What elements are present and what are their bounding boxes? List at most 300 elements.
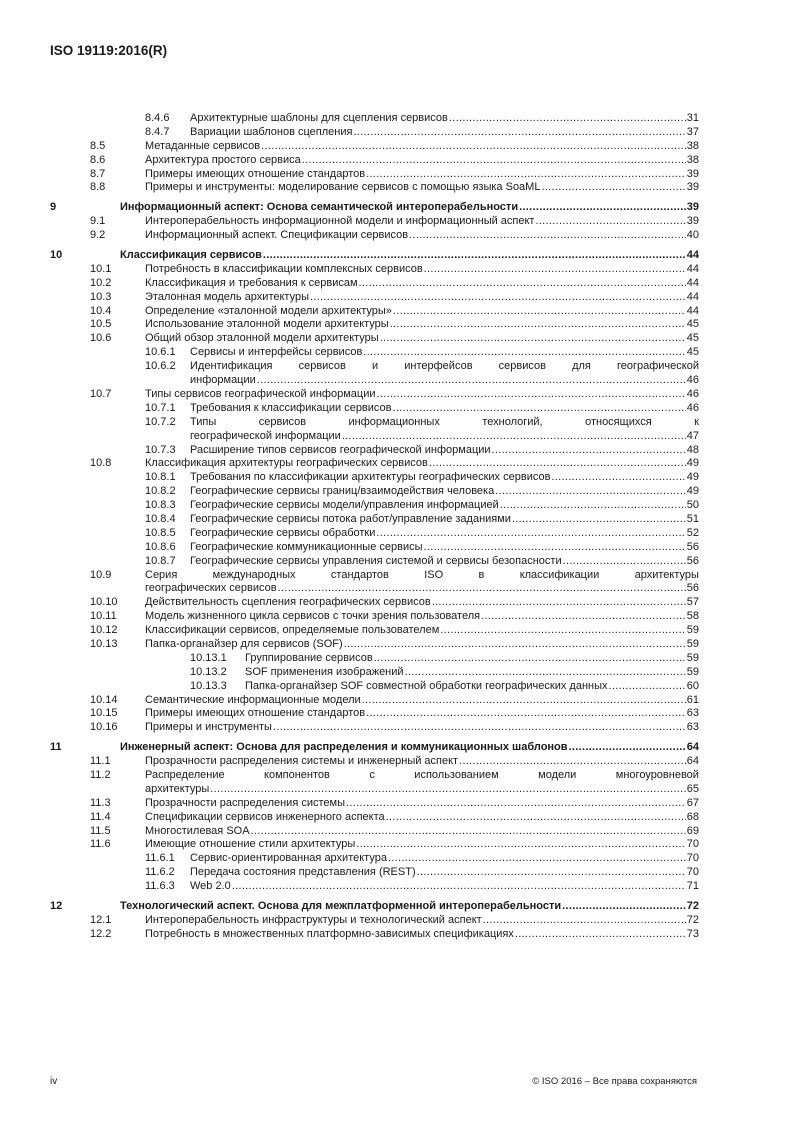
toc-entry-title: Эталонная модель архитектуры bbox=[145, 290, 309, 303]
toc-entry-number: 9.1 bbox=[90, 215, 106, 228]
toc-entry-number: 11.3 bbox=[90, 796, 111, 809]
toc-entry-body bbox=[190, 346, 699, 360]
dot-leader bbox=[512, 513, 686, 527]
toc-entry-title: Требования к классификации сервисов bbox=[190, 401, 392, 414]
toc-entry-body bbox=[145, 928, 699, 942]
toc-entry-title: Примеры имеющих отношение стандартов bbox=[145, 167, 366, 180]
toc-entry-body bbox=[190, 112, 699, 126]
toc-entry-body bbox=[190, 126, 699, 140]
dot-leader bbox=[210, 783, 685, 797]
toc-entry-number: 10.8.2 bbox=[145, 485, 176, 498]
dot-leader bbox=[386, 811, 686, 825]
toc-entry-title: Технологический аспект. Основа для межплатформенной интероперабельности bbox=[120, 900, 562, 913]
toc-entry-number: 10.8.5 bbox=[145, 526, 176, 539]
toc-entry-number: 11.6.1 bbox=[145, 852, 175, 865]
dot-leader bbox=[353, 126, 685, 140]
toc-entry-title: Передача состояния представления (REST) bbox=[190, 866, 416, 879]
dot-leader bbox=[310, 291, 686, 305]
toc-entry-title-word: информационных bbox=[348, 415, 440, 428]
toc-entry-title: Информационный аспект: Основа семантической интероперабельности bbox=[120, 201, 519, 214]
toc-entry-title-word: технологий, bbox=[482, 415, 543, 428]
toc-entry-number: 10.8.4 bbox=[145, 512, 176, 525]
toc-entry-title-line2: географических сервисов bbox=[145, 582, 277, 595]
toc-entry-number: 9 bbox=[50, 201, 57, 214]
toc-entry-page: 39 bbox=[686, 181, 699, 194]
toc-entry-body bbox=[145, 838, 699, 852]
toc-entry-page: 64 bbox=[686, 755, 699, 768]
toc-entry[interactable] bbox=[50, 928, 699, 942]
toc-entry-body bbox=[145, 229, 699, 243]
toc-entry[interactable] bbox=[50, 229, 699, 243]
toc-entry[interactable] bbox=[50, 652, 699, 666]
toc-entry[interactable] bbox=[50, 769, 699, 797]
dot-leader bbox=[519, 201, 686, 215]
toc-entry-body bbox=[190, 360, 699, 388]
copyright-notice: © ISO 2016 – Все права сохраняются bbox=[532, 1076, 697, 1087]
toc-entry-title: Папка-органайзер SOF совместной обработки географических данных bbox=[245, 679, 608, 692]
toc-entry-title: Примеры и инструменты bbox=[145, 721, 272, 734]
toc-entry[interactable] bbox=[50, 318, 699, 332]
toc-entry[interactable] bbox=[50, 291, 699, 305]
toc-entry-title: Географические сервисы потока работ/управление заданиями bbox=[190, 512, 511, 525]
toc-entry-title-word: модели bbox=[538, 769, 577, 782]
toc-entry[interactable] bbox=[50, 181, 699, 195]
toc-entry-number: 10.6.2 bbox=[145, 360, 176, 373]
toc-entry-title-word: компонентов bbox=[264, 769, 330, 782]
dot-leader bbox=[366, 707, 686, 721]
toc-entry-title: Примеры имеющих отношение стандартов bbox=[145, 707, 366, 720]
toc-entry-number: 8.8 bbox=[90, 181, 106, 194]
toc-entry-page: 57 bbox=[686, 596, 699, 609]
dot-leader bbox=[429, 457, 686, 471]
dot-leader bbox=[424, 263, 686, 277]
dot-leader bbox=[535, 215, 685, 229]
dot-leader bbox=[388, 852, 686, 866]
dot-leader bbox=[278, 582, 686, 596]
toc-entry-page: 48 bbox=[686, 443, 699, 456]
toc-entry-page: 59 bbox=[686, 624, 699, 637]
dot-leader bbox=[569, 741, 686, 755]
toc-entry-body bbox=[190, 444, 699, 458]
toc-entry-title: Сервис-ориентированная архитектура bbox=[190, 852, 387, 865]
toc-entry-page: 44 bbox=[686, 290, 699, 303]
toc-entry-page: 46 bbox=[686, 374, 699, 387]
document-id-header: ISO 19119:2016(R) bbox=[50, 43, 168, 58]
toc-entry-title: Группирование сервисов bbox=[245, 651, 373, 664]
toc-entry-number: 10.3 bbox=[90, 290, 112, 303]
toc-entry[interactable] bbox=[50, 332, 699, 346]
dot-leader bbox=[495, 485, 686, 499]
toc-entry-title: Интероперабельность информационной модели и информационный аспект bbox=[145, 215, 535, 228]
table-of-contents bbox=[50, 112, 699, 942]
toc-entry-title: Прозрачности распределения системы bbox=[145, 796, 345, 809]
toc-entry-title: Общий обзор эталонной модели архитектуры bbox=[145, 332, 379, 345]
toc-entry-body bbox=[145, 291, 699, 305]
dot-leader bbox=[263, 249, 686, 263]
toc-entry-body bbox=[120, 900, 699, 914]
toc-entry-page: 61 bbox=[686, 693, 699, 706]
dot-leader bbox=[541, 181, 685, 195]
toc-entry-body bbox=[145, 277, 699, 291]
toc-entry[interactable] bbox=[50, 721, 699, 735]
toc-entry-number: 10.11 bbox=[90, 610, 117, 623]
toc-entry[interactable] bbox=[50, 610, 699, 624]
toc-entry-body bbox=[190, 880, 699, 894]
dot-leader bbox=[374, 652, 686, 666]
toc-entry[interactable] bbox=[50, 527, 699, 541]
toc-entry-page: 46 bbox=[686, 387, 699, 400]
toc-entry[interactable] bbox=[50, 741, 699, 755]
toc-entry-title-word: Типы bbox=[190, 415, 217, 428]
toc-entry-title-word: географической bbox=[616, 360, 699, 373]
toc-entry-title-line1 bbox=[145, 569, 699, 583]
toc-entry-title: Вариации шаблонов сцепления bbox=[190, 125, 353, 138]
toc-entry[interactable] bbox=[50, 168, 699, 182]
toc-entry-page: 49 bbox=[686, 485, 699, 498]
toc-entry[interactable] bbox=[50, 880, 699, 894]
toc-entry-body bbox=[190, 541, 699, 555]
toc-entry-body bbox=[145, 168, 699, 182]
toc-entry-number: 10.7.1 bbox=[145, 401, 176, 414]
toc-entry-number: 11.6 bbox=[90, 838, 111, 851]
toc-entry-body bbox=[145, 569, 699, 597]
toc-entry-page: 71 bbox=[686, 880, 699, 893]
page-number: iv bbox=[50, 1076, 58, 1087]
toc-entry-number: 10.8.6 bbox=[145, 540, 176, 553]
toc-entry-number: 8.5 bbox=[90, 139, 106, 152]
toc-entry-number: 10.8.7 bbox=[145, 554, 176, 567]
toc-entry-page: 44 bbox=[686, 249, 699, 262]
dot-leader bbox=[393, 402, 686, 416]
toc-entry-title: Географические сервисы границ/взаимодействия человека bbox=[190, 485, 495, 498]
toc-entry-title: Архитектурные шаблоны для сцепления сервисов bbox=[190, 112, 448, 124]
toc-entry-title-line2: географической информации bbox=[190, 429, 341, 442]
toc-entry-title-word: и bbox=[372, 360, 379, 373]
toc-entry-page: 51 bbox=[686, 512, 699, 525]
dot-leader bbox=[563, 555, 686, 569]
toc-entry[interactable] bbox=[50, 811, 699, 825]
toc-entry[interactable] bbox=[50, 624, 699, 638]
toc-entry-title: Потребность в классификации комплексных сервисов bbox=[145, 262, 423, 275]
toc-entry-body bbox=[190, 471, 699, 485]
toc-entry-page: 47 bbox=[686, 429, 699, 442]
dot-leader bbox=[390, 318, 686, 332]
toc-entry-page: 64 bbox=[686, 741, 699, 754]
toc-entry-number: 12.2 bbox=[90, 927, 112, 940]
dot-leader bbox=[459, 755, 686, 769]
toc-entry-body bbox=[145, 305, 699, 319]
toc-entry-page: 73 bbox=[686, 927, 699, 940]
toc-entry[interactable] bbox=[50, 666, 699, 680]
dot-leader bbox=[377, 388, 686, 402]
toc-entry-page: 59 bbox=[686, 665, 699, 678]
toc-entry[interactable] bbox=[50, 914, 699, 928]
toc-entry[interactable] bbox=[50, 825, 699, 839]
toc-entry[interactable] bbox=[50, 694, 699, 708]
toc-entry-body bbox=[145, 769, 699, 797]
toc-entry-body bbox=[145, 811, 699, 825]
toc-entry-body bbox=[190, 555, 699, 569]
toc-entry[interactable] bbox=[50, 900, 699, 914]
toc-entry-body bbox=[245, 680, 699, 694]
toc-entry-title: Классификация и требования к сервисам bbox=[145, 276, 358, 289]
toc-entry-number: 10.7 bbox=[90, 387, 112, 400]
toc-entry[interactable] bbox=[50, 388, 699, 402]
toc-entry-number: 10.7.2 bbox=[145, 415, 176, 428]
toc-entry-page: 70 bbox=[686, 852, 699, 865]
toc-entry-page: 59 bbox=[686, 638, 699, 650]
toc-entry-number: 9.2 bbox=[90, 229, 106, 242]
toc-entry-page: 49 bbox=[686, 471, 699, 484]
dot-leader bbox=[409, 229, 686, 243]
dot-leader bbox=[346, 797, 686, 811]
dot-leader bbox=[440, 624, 685, 638]
toc-entry-title: Требования по классификации архитектуры географических сервисов bbox=[190, 471, 551, 484]
toc-entry-page: 63 bbox=[686, 707, 699, 720]
toc-entry[interactable] bbox=[50, 555, 699, 569]
dot-leader bbox=[562, 900, 686, 914]
toc-entry-title-word: ISO bbox=[424, 568, 444, 581]
toc-entry-page: 45 bbox=[686, 346, 699, 359]
toc-entry[interactable] bbox=[50, 402, 699, 416]
dot-leader bbox=[344, 638, 686, 652]
dot-leader bbox=[481, 610, 686, 624]
toc-entry-body bbox=[145, 624, 699, 638]
dot-leader bbox=[362, 694, 686, 708]
dot-leader bbox=[257, 374, 686, 388]
toc-entry-title-line2: архитектуры bbox=[145, 782, 210, 795]
toc-entry[interactable] bbox=[50, 471, 699, 485]
toc-entry-page: 70 bbox=[686, 838, 699, 851]
toc-entry[interactable] bbox=[50, 154, 699, 168]
toc-entry-page: 31 bbox=[686, 112, 699, 124]
dot-leader bbox=[261, 140, 686, 154]
toc-entry[interactable] bbox=[50, 360, 699, 388]
toc-entry-title-word: относящихся bbox=[585, 415, 652, 428]
dot-leader bbox=[424, 541, 686, 555]
toc-entry-title: Папка-органайзер для сервисов (SOF) bbox=[145, 638, 343, 650]
dot-leader bbox=[483, 914, 686, 928]
toc-entry[interactable] bbox=[50, 680, 699, 694]
toc-entry-number: 8.4.7 bbox=[145, 125, 170, 138]
toc-entry-title: Архитектура простого сервиса bbox=[145, 153, 301, 166]
toc-entry[interactable] bbox=[50, 263, 699, 277]
toc-entry-body bbox=[145, 263, 699, 277]
toc-entry-title: Географические коммуникационные сервисы bbox=[190, 540, 423, 553]
toc-entry-title-word: интерфейсов bbox=[404, 360, 473, 373]
toc-entry-body bbox=[190, 513, 699, 527]
dot-leader bbox=[376, 527, 685, 541]
toc-entry-page: 44 bbox=[686, 304, 699, 317]
toc-entry[interactable] bbox=[50, 866, 699, 880]
toc-entry-number: 10.14 bbox=[90, 693, 118, 706]
toc-entry-number: 10.13.2 bbox=[190, 665, 227, 678]
toc-entry-title: Прозрачности распределения системы и инженерный аспект bbox=[145, 755, 459, 768]
toc-entry[interactable] bbox=[50, 305, 699, 319]
toc-entry[interactable] bbox=[50, 569, 699, 597]
toc-entry-body bbox=[245, 652, 699, 666]
toc-entry-title: Примеры и инструменты: моделирование сервисов с помощью языка SoaML bbox=[145, 181, 541, 194]
toc-entry-title-word: многоуровневой bbox=[615, 769, 699, 782]
toc-entry[interactable] bbox=[50, 638, 699, 652]
toc-entry-body bbox=[145, 914, 699, 928]
toc-entry[interactable] bbox=[50, 485, 699, 499]
toc-entry-title: Спецификации сервисов инженерного аспекта bbox=[145, 810, 385, 823]
toc-entry-body bbox=[145, 825, 699, 839]
toc-entry-title: Семантические информационные модели bbox=[145, 693, 361, 706]
toc-entry-page: 39 bbox=[686, 201, 699, 214]
toc-entry-title: Потребность в множественных платформно-зависимых спецификациях bbox=[145, 927, 514, 940]
dot-leader bbox=[356, 838, 686, 852]
toc-entry[interactable] bbox=[50, 346, 699, 360]
toc-entry[interactable] bbox=[50, 707, 699, 721]
dot-leader bbox=[492, 444, 686, 458]
toc-entry-title: Метаданные сервисов bbox=[145, 139, 261, 152]
toc-entry-number: 11 bbox=[50, 741, 62, 754]
toc-entry-title: Web 2.0 bbox=[190, 880, 231, 893]
toc-entry-title-word: стандартов bbox=[330, 568, 389, 581]
toc-entry-body bbox=[145, 755, 699, 769]
toc-entry-number: 11.6.2 bbox=[145, 866, 175, 879]
dot-leader bbox=[432, 596, 686, 610]
dot-leader bbox=[232, 880, 686, 894]
toc-entry[interactable] bbox=[50, 215, 699, 229]
toc-entry-title-word: в bbox=[478, 568, 485, 581]
dot-leader bbox=[393, 305, 686, 319]
toc-entry[interactable] bbox=[50, 444, 699, 458]
toc-entry[interactable] bbox=[50, 249, 699, 263]
toc-entry-title-word: Идентификация bbox=[190, 360, 273, 373]
toc-entry-number: 10.8.1 bbox=[145, 471, 176, 484]
toc-entry-body bbox=[190, 499, 699, 513]
toc-entry-title: Классификации сервисов, определяемые пользователем bbox=[145, 624, 440, 637]
toc-entry-title: Типы сервисов географической информации bbox=[145, 387, 376, 400]
toc-entry-number: 10.15 bbox=[90, 707, 118, 720]
toc-entry-page: 38 bbox=[686, 153, 699, 166]
toc-entry-title: Географические сервисы обработки bbox=[190, 526, 376, 539]
toc-entry-title-word: международных bbox=[212, 568, 296, 581]
toc-entry-body bbox=[145, 707, 699, 721]
toc-entry-page: 56 bbox=[686, 554, 699, 567]
toc-entry[interactable] bbox=[50, 541, 699, 555]
toc-entry-body bbox=[190, 485, 699, 499]
toc-entry-page: 45 bbox=[686, 318, 699, 331]
toc-entry-number: 10.6 bbox=[90, 332, 112, 345]
dot-leader bbox=[500, 499, 686, 513]
toc-entry-body bbox=[145, 694, 699, 708]
toc-entry[interactable] bbox=[50, 277, 699, 291]
dot-leader bbox=[449, 112, 686, 126]
toc-entry-number: 10.13.3 bbox=[190, 679, 227, 692]
toc-entry-number: 8.4.6 bbox=[145, 112, 170, 124]
toc-entry-page: 70 bbox=[686, 866, 699, 879]
toc-entry-number: 8.6 bbox=[90, 153, 106, 166]
toc-entry[interactable] bbox=[50, 755, 699, 769]
toc-entry-number: 11.6.3 bbox=[145, 880, 175, 893]
toc-entry[interactable] bbox=[50, 513, 699, 527]
toc-entry[interactable] bbox=[50, 457, 699, 471]
toc-entry-title: Классификация архитектуры географических сервисов bbox=[145, 457, 428, 470]
dot-leader bbox=[359, 277, 686, 291]
toc-entry-page: 67 bbox=[686, 796, 699, 809]
toc-entry[interactable] bbox=[50, 126, 699, 140]
toc-entry-page: 45 bbox=[686, 332, 699, 345]
toc-entry-title: Классификация сервисов bbox=[120, 249, 262, 262]
toc-entry-title-line1 bbox=[190, 360, 699, 374]
toc-entry[interactable] bbox=[50, 112, 699, 126]
toc-entry[interactable] bbox=[50, 416, 699, 444]
dot-leader bbox=[405, 666, 686, 680]
toc-entry-title: Расширение типов сервисов географической информации bbox=[190, 443, 491, 456]
dot-leader bbox=[551, 471, 685, 485]
toc-entry-page: 37 bbox=[686, 125, 699, 138]
toc-entry-title-word: для bbox=[572, 360, 591, 373]
toc-entry-page: 38 bbox=[686, 139, 699, 152]
toc-entry[interactable] bbox=[50, 201, 699, 215]
dot-leader bbox=[273, 721, 686, 735]
toc-entry-page: 39 bbox=[686, 215, 699, 228]
toc-entry-title-word: использованием bbox=[414, 769, 499, 782]
toc-entry-title: Определение «эталонной модели архитектуры» bbox=[145, 304, 392, 317]
toc-entry-title-word: с bbox=[369, 769, 375, 782]
dot-leader bbox=[417, 866, 686, 880]
dot-leader bbox=[342, 430, 686, 444]
toc-entry-title: Информационный аспект. Спецификации сервисов bbox=[145, 229, 409, 242]
toc-entry-page: 69 bbox=[686, 824, 699, 837]
toc-entry-page: 72 bbox=[686, 913, 699, 926]
toc-entry[interactable] bbox=[50, 797, 699, 811]
toc-entry-body bbox=[145, 638, 699, 652]
toc-entry[interactable] bbox=[50, 596, 699, 610]
dot-leader bbox=[380, 332, 686, 346]
toc-entry-number: 10.1 bbox=[90, 262, 112, 275]
toc-entry[interactable] bbox=[50, 852, 699, 866]
toc-entry-body bbox=[145, 721, 699, 735]
toc-entry[interactable] bbox=[50, 499, 699, 513]
toc-entry[interactable] bbox=[50, 140, 699, 154]
toc-entry-title: Действительность сцепления географических сервисов bbox=[145, 596, 431, 609]
toc-entry-number: 10.12 bbox=[90, 624, 118, 637]
toc-entry-body bbox=[145, 318, 699, 332]
toc-entry-number: 11.4 bbox=[90, 810, 111, 823]
toc-entry-page: 56 bbox=[686, 540, 699, 553]
toc-entry-number: 12.1 bbox=[90, 913, 112, 926]
toc-entry-body bbox=[190, 852, 699, 866]
toc-entry-body bbox=[145, 596, 699, 610]
toc-entry-number: 10.13.1 bbox=[190, 651, 227, 664]
toc-entry-number: 10.13 bbox=[90, 638, 118, 650]
toc-entry-title-word: сервисов bbox=[298, 360, 346, 373]
dot-leader bbox=[366, 168, 686, 182]
toc-entry-body bbox=[145, 457, 699, 471]
toc-entry-title-line2: информации bbox=[190, 374, 256, 387]
toc-entry-title-word: Серия bbox=[145, 568, 178, 581]
toc-entry-body bbox=[145, 181, 699, 195]
toc-entry-title: Имеющие отношение стили архитектуры bbox=[145, 838, 356, 851]
toc-entry-number: 11.1 bbox=[90, 755, 111, 768]
toc-entry-body bbox=[245, 666, 699, 680]
toc-entry-number: 12 bbox=[50, 900, 63, 913]
toc-entry-number: 10 bbox=[50, 249, 63, 262]
toc-entry[interactable] bbox=[50, 838, 699, 852]
toc-entry-body bbox=[120, 201, 699, 215]
dot-leader bbox=[515, 928, 686, 942]
toc-entry-number: 11.5 bbox=[90, 824, 111, 837]
toc-entry-title: Географические сервисы модели/управления информацией bbox=[190, 499, 499, 512]
toc-entry-body bbox=[145, 610, 699, 624]
toc-entry-title: Модель жизненного цикла сервисов с точки зрения пользователя bbox=[145, 610, 481, 623]
toc-entry-number: 10.8 bbox=[90, 457, 112, 470]
